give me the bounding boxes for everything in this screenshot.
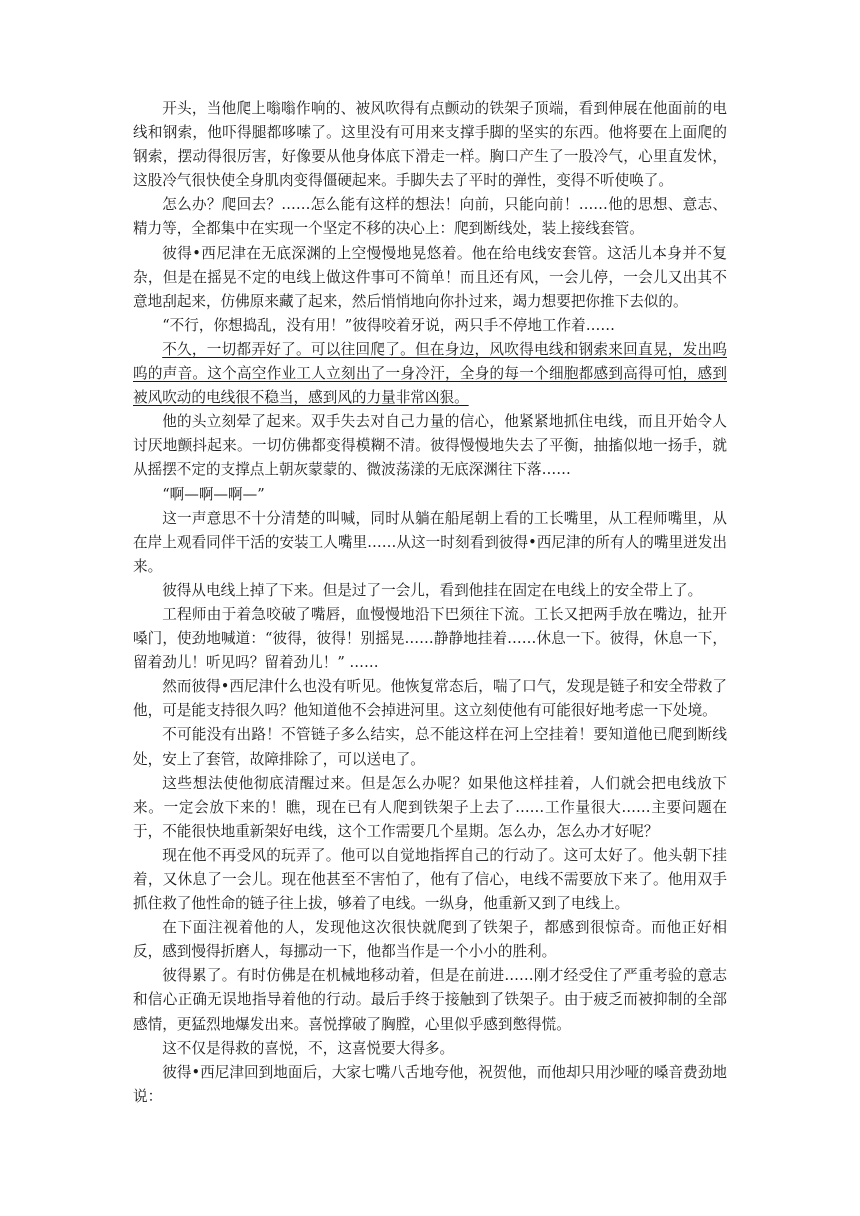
paragraph-18: 彼得•西尼津回到地面后，大家七嘴八舌地夸他，祝贺他，而他却只用沙哑的嗓音费劲地说：: [133, 1063, 727, 1105]
paragraph-17: 这不仅是得救的喜悦，不，这喜悦要大得多。: [162, 1039, 455, 1057]
paragraph-8: 这一声意思不十分清楚的叫喊，同时从躺在船尾朝上看的工长嘴里，从工程师嘴里，从在岸上观看同伴干活的安装工人嘴里……从这一时刻看到彼得•西尼津的所有人的嘴里迸发出来。: [133, 509, 727, 575]
paragraph-5-underlined: [133, 338, 727, 410]
article-body: [133, 97, 727, 1109]
paragraph-2: 怎么办？爬回去？……怎么能有这样的想法！向前，只能向前！……他的思想、意志、精力等，全都集中在实现一个坚定不移的决心上：爬到断线处，装上接线套管。: [133, 196, 727, 238]
paragraph-16: 彼得累了。有时仿佛是在机械地移动着，但是在前进……刚才经受住了严重考验的意志和信心正确无误地指导着他的行动。最后手终于接触到了铁架子。由于疲乏而被抑制的全部感情，更猛烈地爆发出来。喜悦撑破了胸膛，心里似乎感到憋得慌。: [133, 967, 727, 1033]
paragraph-9: 彼得从电线上掉了下来。但是过了一会儿，看到他挂在固定在电线上的安全带上了。: [162, 581, 703, 599]
paragraph-7: “啊—啊—啊—”: [162, 485, 265, 503]
paragraph-3: 彼得•西尼津在无底深渊的上空慢慢地晃悠着。他在给电线安套管。这活儿本身并不复杂，但是在摇晃不定的电线上做这件事可不简单！而且还有风，一会儿停，一会儿又出其不意地刮起来，仿佛原来藏了起来，然后悄悄地向你扑过来，竭力想要把你推下去似的。: [133, 244, 727, 310]
paragraph-12: 不可能没有出路！不管链子多么结实，总不能这样在河上空挂着！要知道他已爬到断线处，安上了套管，故障排除了，可以送电了。: [133, 726, 727, 768]
paragraph-15: 在下面注视着他的人，发现他这次很快就爬到了铁架子，都感到很惊奇。而他正好相反，感到慢得折磨人，每挪动一下，他都当作是一个小小的胜利。: [133, 919, 727, 961]
paragraph-6: 他的头立刻晕了起来。双手失去对自己力量的信心，他紧紧地抓住电线，而且开始令人讨厌地颤抖起来。一切仿佛都变得模糊不清。彼得慢慢地失去了平衡，抽搐似地一扬手，就从摇摆不定的支撑点上朝灰蒙蒙的、微波荡漾的无底深渊往下落……: [133, 413, 727, 479]
paragraph-10: 工程师由于着急咬破了嘴唇，血慢慢地沿下巴须往下流。工长又把两手放在嘴边，扯开嗓门，使劲地喊道：“彼得，彼得！别摇晃……静静地挂着……休息一下。彼得，休息一下，留着劲儿！听见吗？留着劲儿！” ……: [133, 605, 727, 672]
paragraph-13: 这些想法使他彻底清醒过来。但是怎么办呢？如果他这样挂着，人们就会把电线放下来。一定会放下来的！瞧，现在已有人爬到铁架子上去了……工作量很大……主要问题在于，不能很快地重新架好电线，这个工作需要几个星期。怎么办，怎么办才好呢？: [133, 774, 727, 840]
paragraph-1: 开头，当他爬上嗡嗡作响的、被风吹得有点颤动的铁架子顶端，看到伸展在他面前的电线和钢索，他吓得腿都哆嗦了。这里没有可用来支撑手脚的坚实的东西。他将要在上面爬的钢索，摆动得很厉害，好像要从他身体底下滑走一样。胸口产生了一股冷气，心里直发怵，这股冷气很快使全身肌肉变得僵硬起来。手脚失去了平时的弹性，变得不听使唤了。: [133, 100, 727, 190]
paragraph-14: 现在他不再受风的玩弄了。他可以自觉地指挥自己的行动了。这可太好了。他头朝下挂着，又休息了一会儿。现在他甚至不害怕了，他有了信心，电线不需要放下来了。他用双手抓住救了他性命的链子往上拔，够着了电线。一纵身，他重新又到了电线上。: [133, 846, 727, 913]
paragraph-4: “不行，你想捣乱，没有用！”彼得咬着牙说，两只手不停地工作着……: [162, 316, 615, 334]
paragraph-11: 然而彼得•西尼津什么也没有听见。他恢复常态后，喘了口气，发现是链子和安全带救了他，可是能支持很久吗？他知道他不会掉进河里。这立刻使他有可能很好地考虑一下处境。: [133, 678, 727, 720]
underlined-passage: 不久，一切都弄好了。可以往回爬了。但在身边，风吹得电线和钢索来回直晃，发出呜呜的声音。这个高空作业工人立刻出了一身冷汗，全身的每一个细胞都感到高得可怕，感到被风吹动的电线很不稳当，感到风的力量非常凶狠。: [133, 340, 727, 407]
